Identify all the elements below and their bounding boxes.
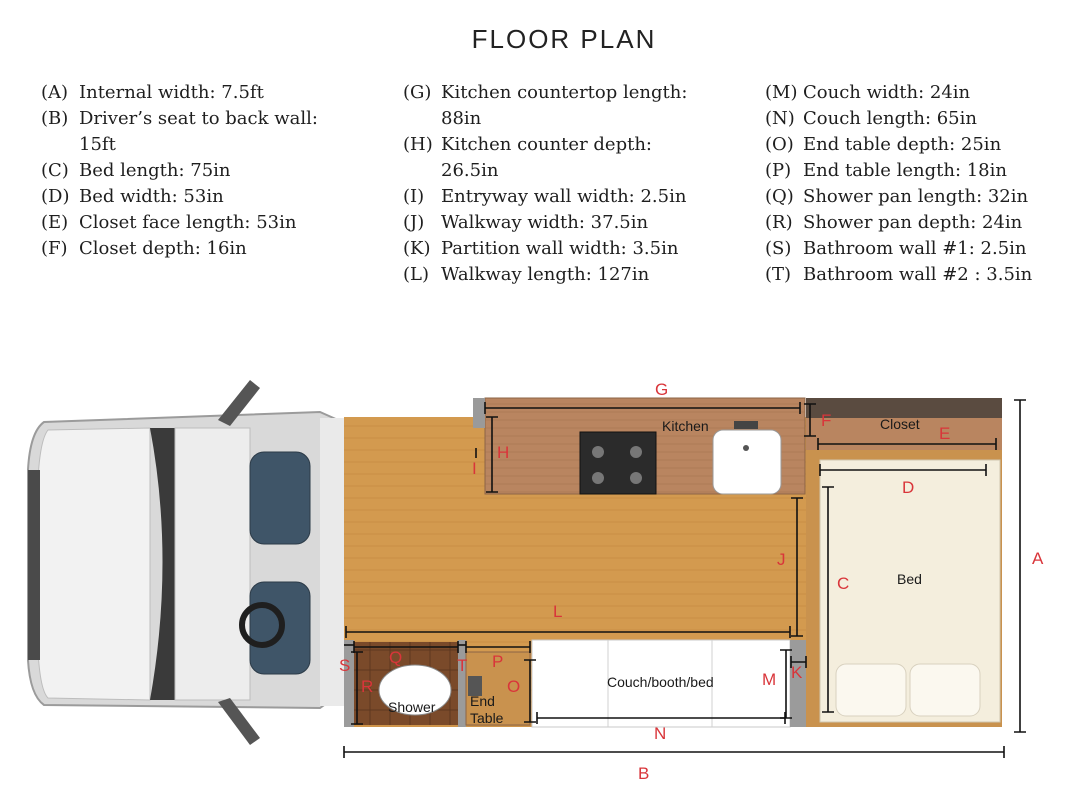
legend-code: (Q) [765, 186, 794, 207]
dim-label-h: H [497, 443, 510, 462]
legend-text: 15ft [79, 134, 116, 155]
legend-code: (O) [765, 134, 794, 155]
legend-text: Shower pan depth: 24in [803, 212, 1023, 233]
page-title: FLOOR PLAN [471, 24, 657, 54]
legend-text: Kitchen countertop length: [441, 82, 688, 103]
legend-text: Internal width: 7.5ft [79, 82, 264, 103]
room-label-kitchen: Kitchen [662, 418, 709, 434]
sink-drain [743, 445, 749, 451]
legend-code: (E) [41, 212, 69, 233]
legend-text: Couch width: 24in [803, 82, 971, 103]
dim-label-p: P [492, 652, 504, 671]
burner [630, 446, 642, 458]
legend-text: Partition wall width: 3.5in [441, 238, 679, 259]
faucet [734, 421, 758, 429]
dim-label-l: L [553, 602, 563, 621]
legend-code: (D) [41, 186, 70, 207]
burner [592, 472, 604, 484]
driver-seat [250, 452, 310, 544]
pillow [910, 664, 980, 716]
legend-code: (A) [41, 82, 69, 103]
dim-label-t: T [457, 656, 468, 675]
dim-label-i: I [472, 459, 477, 478]
dim-label-b: B [638, 764, 650, 783]
room-label-end-table-2: Table [470, 710, 504, 726]
room-label-end-table-1: End [470, 693, 495, 709]
legend-text: 88in [441, 108, 482, 129]
dim-label-e: E [939, 424, 951, 443]
room-label-bed: Bed [897, 571, 922, 587]
legend-code: (B) [41, 108, 69, 129]
dim-label-s: S [339, 656, 351, 675]
dim-label-j: J [777, 550, 786, 569]
legend-code: (N) [765, 108, 795, 129]
grille [28, 470, 40, 660]
legend-text: Walkway length: 127in [441, 264, 650, 285]
dim-label-d: D [902, 478, 915, 497]
bathroom-wall-1 [344, 640, 354, 727]
room-label-shower: Shower [388, 699, 436, 715]
legend-code: (T) [765, 264, 792, 285]
burner [592, 446, 604, 458]
legend-text: End table length: 18in [803, 160, 1007, 181]
vehicle-cab [28, 380, 344, 745]
burner [630, 472, 642, 484]
bathroom-wall-2 [458, 640, 466, 727]
room-label-closet: Closet [880, 416, 920, 432]
dim-label-c: C [837, 574, 850, 593]
dim-label-o: O [507, 677, 521, 696]
dim-label-g: G [655, 380, 669, 399]
legend-text: Bathroom wall #2 : 3.5in [803, 264, 1033, 285]
legend-text: Shower pan length: 32in [803, 186, 1029, 207]
legend-code: (J) [403, 212, 425, 233]
legend-code: (K) [403, 238, 431, 259]
dim-line-b [344, 746, 1004, 758]
legend-code: (L) [403, 264, 429, 285]
legend-code: (F) [41, 238, 68, 259]
dim-label-k: K [791, 663, 803, 682]
legend-text: Driver’s seat to back wall: [79, 108, 318, 129]
legend-code: (G) [403, 82, 432, 103]
dim-label-n: N [654, 724, 667, 743]
legend-code: (H) [403, 134, 433, 155]
legend-text: Couch length: 65in [803, 108, 977, 129]
legend-code: (I) [403, 186, 425, 207]
legend-code: (S) [765, 238, 792, 259]
cab-roof [175, 428, 250, 700]
legend-text: End table depth: 25in [803, 134, 1002, 155]
legend-text: Bed length: 75in [79, 160, 231, 181]
legend-text: 26.5in [441, 160, 499, 181]
entryway-wall [473, 398, 485, 428]
legend-text: Entryway wall width: 2.5in [441, 186, 687, 207]
cab-hood [38, 428, 150, 700]
dim-label-r: R [361, 677, 374, 696]
legend-code: (M) [765, 82, 798, 103]
room-label-couch: Couch/booth/bed [607, 674, 714, 690]
legend-text: Kitchen counter depth: [441, 134, 652, 155]
legend-text: Closet depth: 16in [79, 238, 247, 259]
legend-text: Walkway width: 37.5in [441, 212, 649, 233]
dim-label-m: M [762, 670, 777, 689]
legend-text: Bed width: 53in [79, 186, 224, 207]
dim-line-a [1014, 400, 1026, 732]
dim-label-a: A [1032, 549, 1044, 568]
partition-wall [790, 640, 806, 727]
closet [806, 398, 1002, 418]
sink [713, 430, 781, 494]
pillow [836, 664, 906, 716]
legend-text: Bathroom wall #1: 2.5in [803, 238, 1027, 259]
legend-code: (P) [765, 160, 792, 181]
dim-label-q: Q [389, 648, 403, 667]
dim-label-f: F [821, 411, 832, 430]
legend-code: (R) [765, 212, 793, 233]
legend-text: Closet face length: 53in [79, 212, 297, 233]
legend-code: (C) [41, 160, 69, 181]
stove [580, 432, 656, 494]
